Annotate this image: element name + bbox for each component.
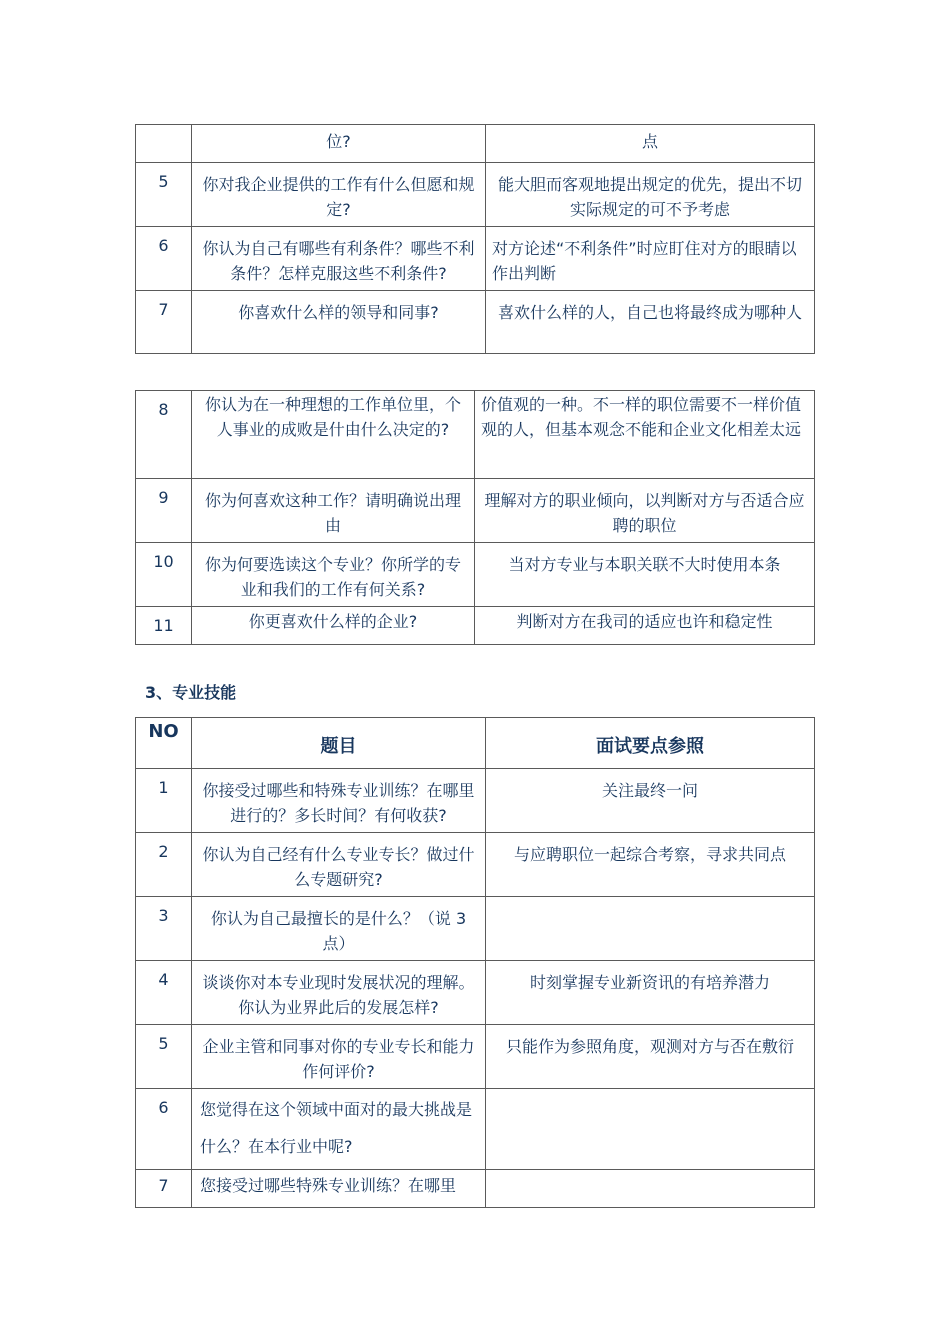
row-number: 9	[136, 479, 192, 543]
table-row	[136, 163, 815, 227]
row-number: 10	[136, 543, 192, 607]
header-point: 面试要点参照	[486, 718, 815, 769]
row-number: 5	[136, 1025, 192, 1089]
point-cell	[486, 1170, 815, 1208]
table-row	[136, 291, 815, 354]
question-cell: 你为何喜欢这种工作？请明确说出理由	[192, 479, 475, 543]
question-cell: 你认为自己最擅长的是什么？（说 3 点）	[192, 897, 486, 961]
question-cell: 你接受过哪些和特殊专业训练？在哪里进行的？多长时间？有何收获?	[192, 769, 486, 833]
question-cell: 谈谈你对本专业现时发展状况的理解。你认为业界此后的发展怎样?	[192, 961, 486, 1025]
header-question: 题目	[192, 718, 486, 769]
point-cell: 价值观的一种。不一样的职位需要不一样价值观的人，但基本观念不能和企业文化相差太远	[475, 391, 815, 479]
table-row	[136, 1170, 815, 1208]
row-number: 4	[136, 961, 192, 1025]
table-row	[136, 391, 815, 479]
point-cell	[486, 1089, 815, 1170]
row-number: 7	[136, 1170, 192, 1208]
point-cell: 理解对方的职业倾向，以判断对方与否适合应聘的职位	[475, 479, 815, 543]
question-cell: 您接受过哪些特殊专业训练？在哪里	[192, 1170, 486, 1208]
question-cell: 企业主管和同事对你的专业专长和能力作何评价?	[192, 1025, 486, 1089]
question-cell: 你更喜欢什么样的企业?	[192, 607, 475, 645]
row-number: 5	[136, 163, 192, 227]
table-row	[136, 961, 815, 1025]
point-cell: 与应聘职位一起综合考察，寻求共同点	[486, 833, 815, 897]
point-cell: 当对方专业与本职关联不大时使用本条	[475, 543, 815, 607]
table-row	[136, 833, 815, 897]
point-cell: 对方论述“不利条件”时应盯住对方的眼睛以作出判断	[486, 227, 815, 291]
table-row	[136, 543, 815, 607]
row-number: 6	[136, 227, 192, 291]
row-number: 11	[136, 607, 192, 645]
table-row	[136, 769, 815, 833]
table-row	[136, 1025, 815, 1089]
question-cell: 位?	[192, 125, 486, 163]
section-heading: 3、专业技能	[145, 683, 237, 702]
point-cell: 喜欢什么样的人，自己也将最终成为哪种人	[486, 291, 815, 354]
question-cell: 您觉得在这个领域中面对的最大挑战是什么？在本行业中呢?	[192, 1089, 486, 1170]
table-row	[136, 897, 815, 961]
point-cell: 能大胆而客观地提出规定的优先，提出不切实际规定的可不予考虑	[486, 163, 815, 227]
table-row	[136, 479, 815, 543]
point-cell: 判断对方在我司的适应也许和稳定性	[475, 607, 815, 645]
row-number: 8	[136, 391, 192, 479]
point-cell: 关注最终一问	[486, 769, 815, 833]
row-number: 1	[136, 769, 192, 833]
table-row	[136, 607, 815, 645]
point-cell: 点	[486, 125, 815, 163]
point-cell: 只能作为参照角度，观测对方与否在敷衍	[486, 1025, 815, 1089]
question-cell: 你认为在一种理想的工作单位里，个人事业的成败是什由什么决定的?	[192, 391, 475, 479]
point-cell: 时刻掌握专业新资讯的有培养潜力	[486, 961, 815, 1025]
skills-table	[135, 717, 815, 1208]
row-number: 6	[136, 1089, 192, 1170]
row-number	[136, 125, 192, 163]
table-row	[136, 227, 815, 291]
question-cell: 你喜欢什么样的领导和同事?	[192, 291, 486, 354]
table-row	[136, 1089, 815, 1170]
table-row	[136, 125, 815, 163]
row-number: 3	[136, 897, 192, 961]
question-table-2	[135, 390, 815, 645]
table-header-row	[136, 718, 815, 769]
header-no: NO	[136, 718, 192, 769]
question-cell: 你为何要选读这个专业？你所学的专业和我们的工作有何关系?	[192, 543, 475, 607]
question-cell: 你对我企业提供的工作有什么但愿和规定?	[192, 163, 486, 227]
question-cell: 你认为自己有哪些有利条件？哪些不利条件？怎样克服这些不利条件?	[192, 227, 486, 291]
question-cell: 你认为自己经有什么专业专长？做过什么专题研究?	[192, 833, 486, 897]
row-number: 7	[136, 291, 192, 354]
point-cell	[486, 897, 815, 961]
row-number: 2	[136, 833, 192, 897]
question-table-1	[135, 124, 815, 354]
